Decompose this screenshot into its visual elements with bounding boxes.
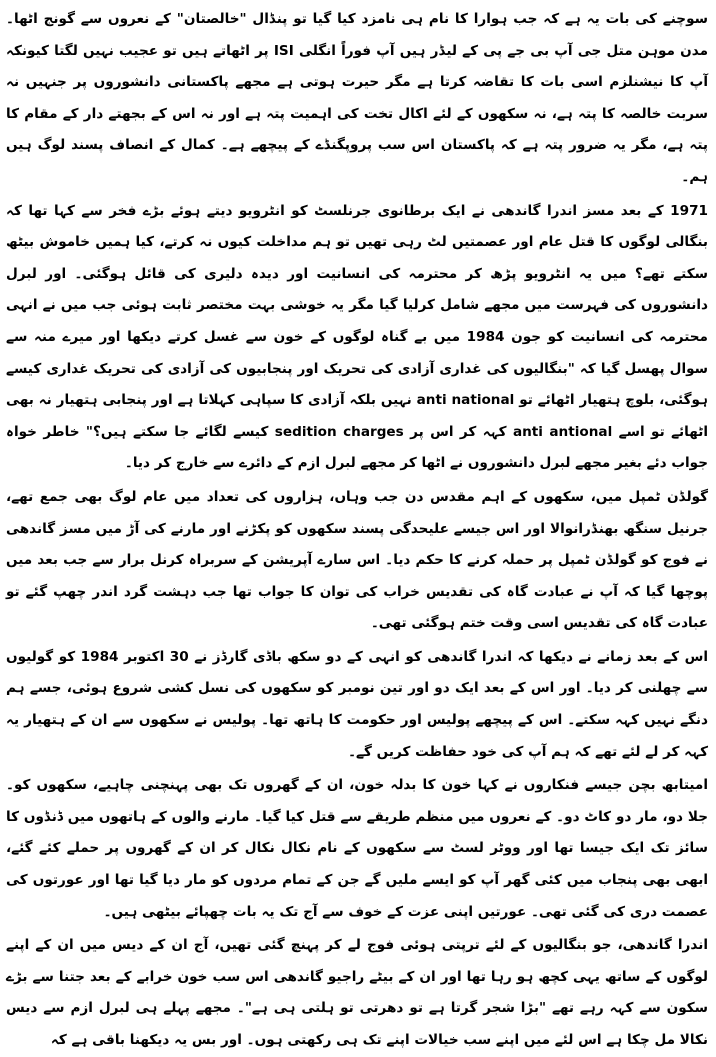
paragraph-rajiv-gandhi: اندرا گاندھی، جو بنگالیوں کے لئے ترپتی ہوئی فوج لے کر پہنچ گئی تھیں، آج ان کے دیس میں ان کے اپنے لوگوں کے ساتھ یہی کچھ ہو رہا تھا اور ان کے بیٹے راجیو گاندھی اس سب خون خرابے کے بعد جتنا سے بڑے سکون سے کہہ رہے تھے "بڑا شجر گرتا ہے تو دھرتی تو ہلتی ہی ہے"۔ مجھے پہلے ہی لبرل ازم سے دیس نکالا مل چکا ہے اس لئے میں اپنے سب خیالات اپنے تک ہی رکھتی ہوں۔ اور بس یہ دیکھنا باقی ہے کہ [6,937,708,1048]
paragraph-indira-1971-interview: 1971 کے بعد مسز اندرا گاندھی نے ایک برطانوی جرنلسٹ کو انٹرویو دیتے ہوئے بڑے فخر سے کہا تھا کہ بنگالی لوگوں کا قتل عام اور عصمتیں لٹ رہی تھیں تو ہم مداخلت کیوں نہ کرتے، کیا ہمیں خاموش بیٹھ سکتے تھے؟ میں یہ انٹرویو پڑھ کر محترمہ کی انسانیت اور دیدہ دلیری کی قائل ہوگئی۔ اور لبرل دانشوروں کی فہرست میں مجھے شامل کرلیا گیا مگر یہ خوشی بہت مختصر ثابت ہوئی جب میں نے انہی محترمہ کی انسانیت کو جون 1984 میں بے گناہ لوگوں کے خون سے غسل کرتے دیکھا اور میرے منہ سے سوال پھسل گیا کہ "بنگالیوں کی غداری آزادی کی تحریک اور پنجابیوں کی آزادی کی تحریک غداری کیسے ہوگئی، بلوچ ہتھیار اٹھائے تو anti national نہیں بلکہ آزادی کا سپاہی کہلاتا ہے اور پنجابی ہتھیار نہ بھی اٹھائے تو اسے anti antional کہہ کر اس پر sedition charges کیسے لگائے جا سکتے ہیں؟" خاطر خواہ جواب دئے بغیر مجھے لبرل دانشوروں نے اٹھا کر مجھے لبرل ازم کے دائرے سے خارج کر دیا۔ [6,202,708,472]
paragraph-golden-temple: گولڈن ٹمپل میں، سکھوں کے اہم مقدس دن جب وہاں، ہزاروں کی تعداد میں عام لوگ بھی جمع تھے، جرنیل سنگھ بھنڈرانوالا اور اس جیسے علیحدگی پسند سکھوں کو پکڑنے اور مارنے کی آڑ میں مسز گاندھی نے فوج کو گولڈن ٹمپل پر حملہ کرنے کا حکم دیا۔ اس سارے آپریشن کے سربراہ کرنل برار سے جب بعد میں پوچھا گیا کہ آپ نے عبادت گاہ کی تقدیس خراب کی توان کا جواب تھا جب دہشت گرد اندر چھپ گئے تو عبادت گاہ کی تقدیس اسی وقت ختم ہوگئی تھی۔ [6,488,708,632]
paragraph-hawara-khalistan: سوچنے کی بات یہ ہے کہ جب ہوارا کا نام ہی نامزد کیا گیا تو پنڈال "خالصتان" کے نعروں سے گونج اٹھا۔ مدن موہن متل جی آپ بی جے پی کے لیڈر ہیں آپ فوراً انگلی ISI پر اٹھاتے ہیں تو عجیب نہیں لگتا کیونکہ آپ کا نیشنلزم اسی بات کا تقاضہ کرتا ہے مگر حیرت ہوتی ہے مجھے پاکستانی دانشوروں پر جنہیں نہ سربت خالصہ کا پتہ ہے، نہ سکھوں کے لئے اکال تخت کی اہمیت پتہ ہے اور نہ اس کے بجھتے دار کے مقام کا پتہ ہے، مگر یہ ضرور پتہ ہے کہ پاکستان اس سب پروپگنڈے کے پیچھے ہے۔ کمال کے انصاف پسند لوگ ہیں ہم۔ [6,11,708,185]
paragraph-assassination-1984: اس کے بعد زمانے نے دیکھا کہ اندرا گاندھی کو انہی کے دو سکھ باڈی گارڈز نے 30 اکتوبر 1984 کو گولیوں سے چھلنی کر دیا۔ اور اس کے بعد ایک دو اور تین نومبر کو سکھوں کی نسل کشی شروع ہوئی، جسے ہم دنگے نہیں کہہ سکتے۔ اس کے پیچھے پولیس اور حکومت کا ہاتھ تھا۔ پولیس نے سکھوں سے ان کے ہتھیار یہ کہہ کر لے لئے تھے کہ ہم آپ کی خود حفاظت کریں گے۔ [6,648,708,760]
document-page [6,4,708,1048]
paragraph-amitabh-violence: امیتابھ بچن جیسے فنکاروں نے کہا خون کا بدلہ خون، ان کے گھروں تک بھی پہنچنی چاہیے، سکھوں کو۔ جلا دو، مار دو کاٹ دو۔ کے نعروں میں منظم طریقے سے قتل کیا گیا۔ مارنے والوں کے ہاتھوں میں ڈنڈوں کا سائز تک ایک جیسا تھا اور ووٹر لسٹ سے سکھوں کے نام نکال نکال کر ان کے گھروں پر حملے کئے گئے، ابھی بھی پنجاب میں کئی گھر آپ کو ایسے ملیں گے جن کے تمام مردوں کو مار دیا گیا تھا اور عورتوں کی عصمت دری کی گئی تھی۔ عورتیں اپنی عزت کے خوف سے آج تک یہ بات چھپائے بیٹھی ہیں۔ [6,777,708,920]
